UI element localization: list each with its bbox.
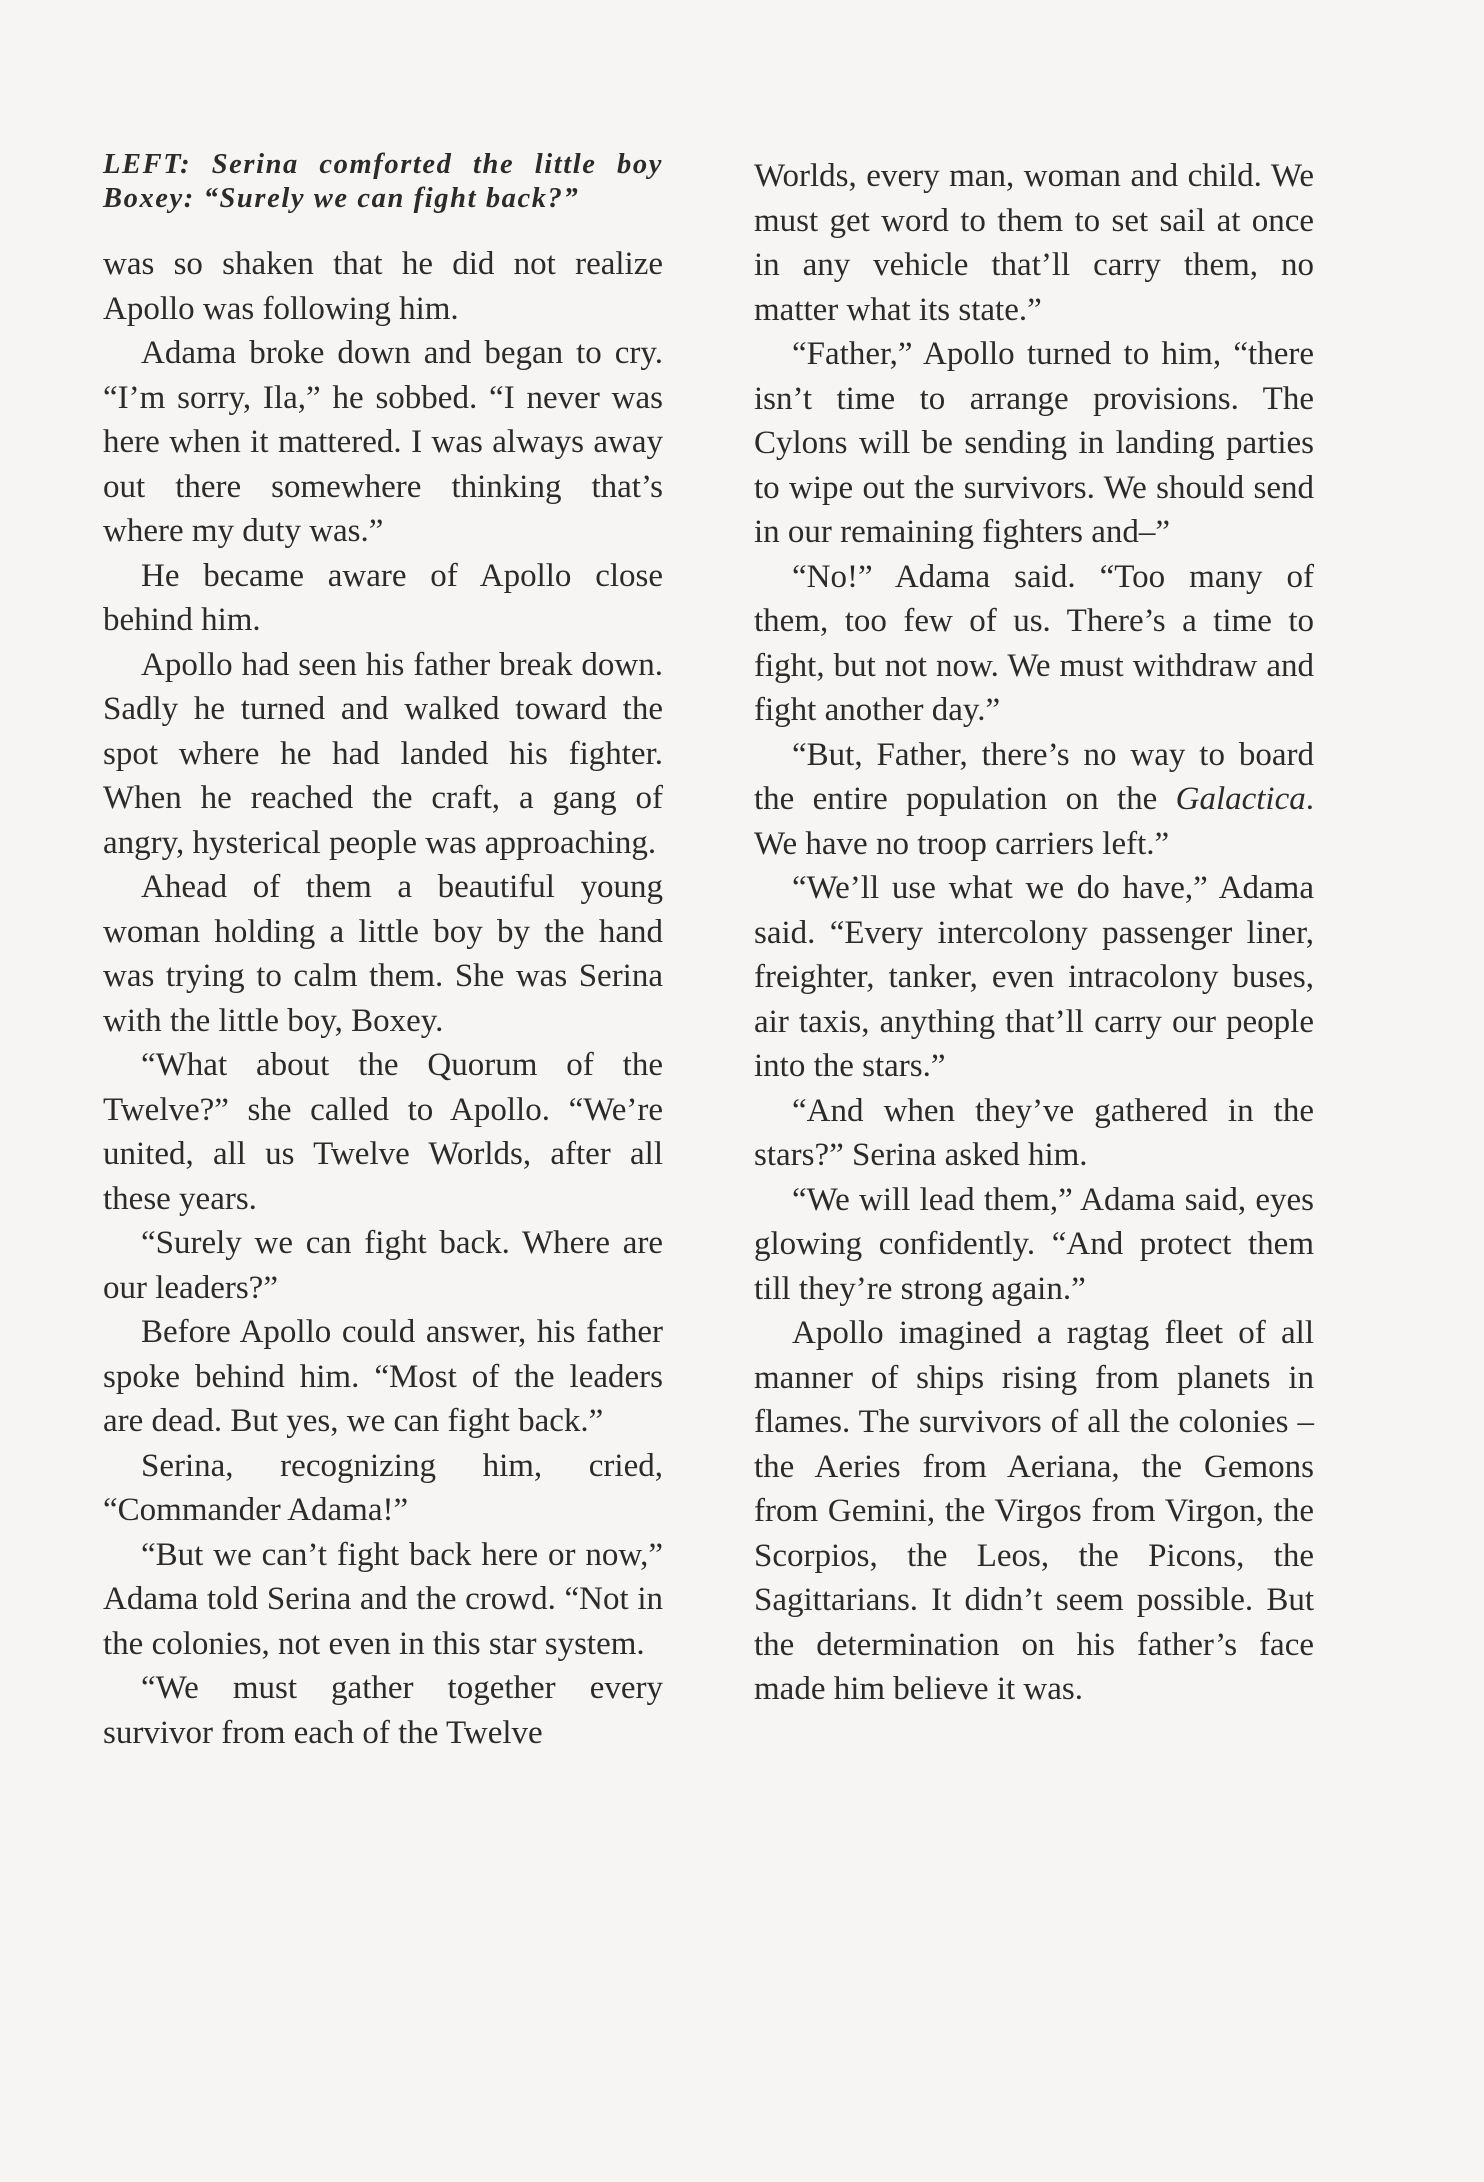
paragraph: “We will lead them,” Adama said, eyes glowing confidently. “And protect them till they’re strong again.”	[754, 1181, 1314, 1307]
paragraph: was so shaken that he did not realize Apollo was following him.	[103, 246, 663, 327]
photo-caption: LEFT: Serina comforted the little boy Boxey: “Surely we can fight back?”	[103, 149, 663, 214]
paragraph: He became aware of Apollo close behind him.	[103, 557, 663, 638]
paragraph: Worlds, every man, woman and child. We must get word to them to set sail at once in any vehicle that’ll carry them, no matter what its state.”	[754, 158, 1314, 328]
paragraph-text: “But, Father, there’s no way to board the entire population on the	[754, 736, 1314, 817]
paragraph: “And when they’ve gathered in the stars?” Serina asked him.	[754, 1092, 1314, 1173]
paragraph: “No!” Adama said. “Too many of them, too few of us. There’s a time to fight, but not now. We must withdraw and fight another day.”	[754, 558, 1314, 728]
paragraph: “What about the Quorum of the Twelve?” she called to Apollo. “We’re united, all us Twelve Worlds, after all these years.	[103, 1047, 663, 1217]
left-column	[103, 148, 663, 1755]
paragraph: “We’ll use what we do have,” Adama said. “Every intercolony passenger liner, freighter, tanker, even intracolony buses, air taxis, anything that’ll carry our people into the stars.”	[754, 870, 1314, 1084]
paragraph: “But we can’t fight back here or now,” Adama told Serina and the crowd. “Not in the colonies, not even in this star system.	[103, 1536, 663, 1662]
paragraph: Before Apollo could answer, his father spoke behind him. “Most of the leaders are dead. But yes, we can fight back.”	[103, 1314, 663, 1439]
paragraph: Ahead of them a beautiful young woman holding a little boy by the hand was trying to calm them. She was Serina with the little boy, Boxey.	[103, 869, 663, 1039]
paragraph: Apollo imagined a ragtag fleet of all manner of ships rising from planets in flames. The survivors of all the colonies – the Aeries from Aeriana, the Gemons from Gemini, the Virgos from Virgon, the Scorpios, the Leos, the Picons, the Sagittarians. It didn’t seem possible. But the determination on his father’s face made him believe it was.	[754, 1315, 1314, 1707]
paragraph: “We must gather together every survivor from each of the Twelve	[103, 1670, 663, 1751]
paragraph: Adama broke down and began to cry. “I’m sorry, Ila,” he sobbed. “I never was here when it mattered. I was always away out there somewhere thinking that’s where my duty was.”	[103, 335, 663, 549]
paragraph: “Surely we can fight back. Where are our leaders?”	[103, 1225, 663, 1306]
paragraph: Serina, recognizing him, cried, “Commander Adama!”	[103, 1447, 663, 1528]
paragraph-text: . We have no troop carriers left.”	[754, 781, 1314, 862]
ship-name: Galactica	[1175, 781, 1306, 817]
right-column	[754, 148, 1314, 1712]
paragraph	[754, 733, 1314, 867]
paragraph: “Father,” Apollo turned to him, “there isn’t time to arrange provisions. The Cylons will be sending in landing parties to wipe out the survivors. We should send in our remaining fighters and–”	[754, 336, 1314, 550]
paragraph: Apollo had seen his father break down. Sadly he turned and walked toward the spot where he had landed his fighter. When he reached the craft, a gang of angry, hysterical people was approaching.	[103, 646, 663, 861]
